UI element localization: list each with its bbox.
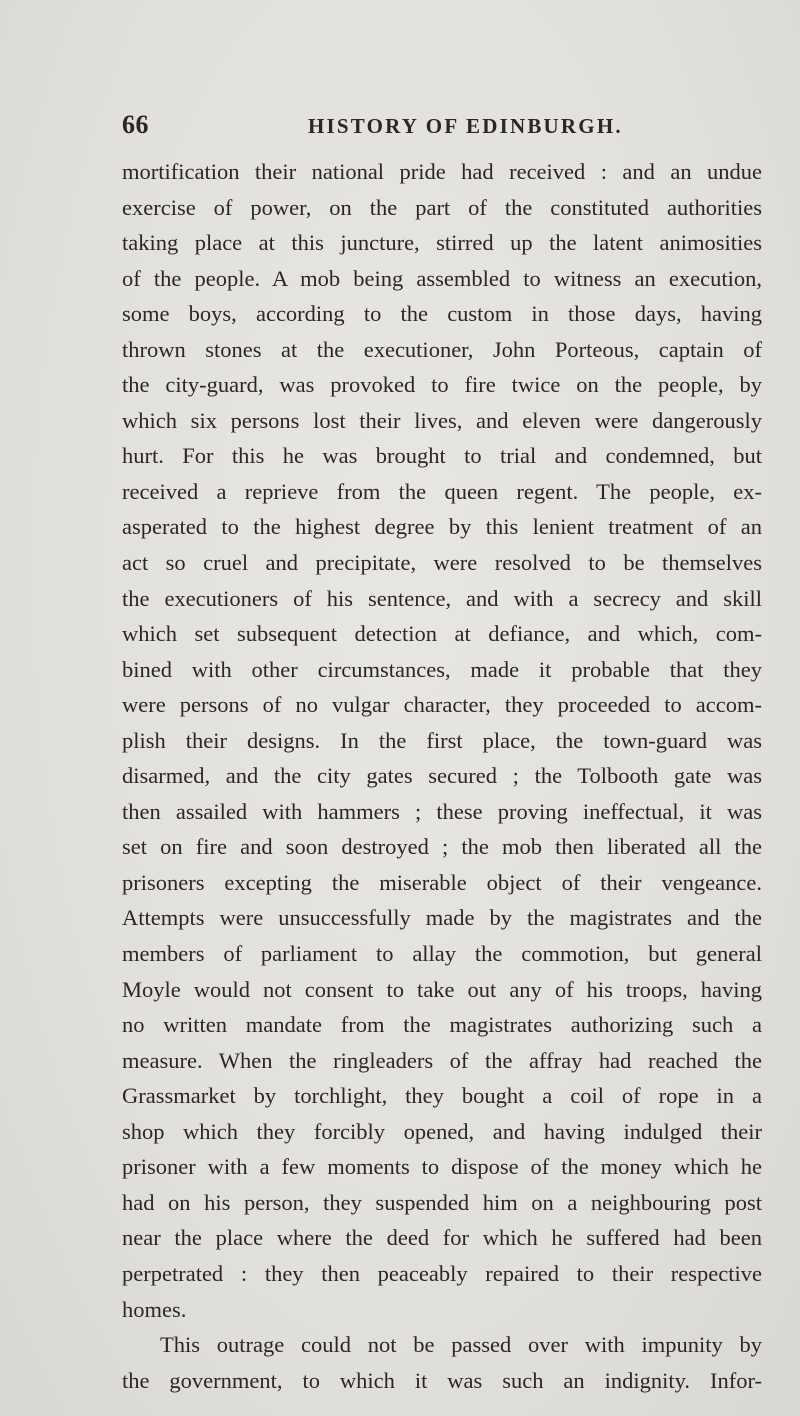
paragraph-end-line: homes. <box>122 1296 187 1322</box>
text-line: near the place where the deed for which he suffered had been <box>122 1225 762 1251</box>
text-line: then assailed with hammers ; these proving ineffectual, it was <box>122 798 762 824</box>
text-line: taking place at this juncture, stirred up the latent animosities <box>122 230 762 256</box>
paragraph-start-line: This outrage could not be passed over with impunity by <box>160 1332 762 1358</box>
text-line: members of parliament to allay the commotion, but general <box>122 941 762 967</box>
text-line: prisoners excepting the miserable object of their vengeance. <box>122 869 762 895</box>
text-line: disarmed, and the city gates secured ; the Tolbooth gate was <box>122 763 762 789</box>
page-number: 66 <box>122 110 149 139</box>
text-line: were persons of no vulgar character, they proceeded to accom- <box>122 692 762 718</box>
text-line: act so cruel and precipitate, were resolved to be themselves <box>122 550 762 576</box>
text-line: which set subsequent detection at defiance, and which, com- <box>122 621 762 647</box>
text-line: bined with other circumstances, made it probable that they <box>122 656 762 682</box>
text-line: Moyle would not consent to take out any of his troops, having <box>122 976 762 1002</box>
text-line: mortification their national pride had received : and an undue <box>122 159 762 184</box>
text-line: of the people. A mob being assembled to witness an execution, <box>122 265 762 291</box>
text-line: the government, to which it was such an indignity. Infor- <box>122 1367 762 1393</box>
text-line: Grassmarket by torchlight, they bought a coil of rope in a <box>122 1083 762 1109</box>
text-line: exercise of power, on the part of the constituted authorities <box>122 194 762 220</box>
text-line: asperated to the highest degree by this lenient treatment of an <box>122 514 762 540</box>
text-line: had on his person, they suspended him on a neighbouring post <box>122 1189 762 1215</box>
text-line: measure. When the ringleaders of the affray had reached the <box>122 1047 762 1073</box>
text-line: thrown stones at the executioner, John Porteous, captain of <box>122 336 762 362</box>
running-head: HISTORY OF EDINBURGH. <box>308 114 623 138</box>
body-text <box>122 154 762 1398</box>
text-line: the executioners of his sentence, and with a secrecy and skill <box>122 585 762 611</box>
text-line: no written mandate from the magistrates authorizing such a <box>122 1012 762 1038</box>
text-line: prisoner with a few moments to dispose of the money which he <box>122 1154 762 1180</box>
text-line: plish their designs. In the first place, the town-guard was <box>122 727 762 753</box>
text-line: some boys, according to the custom in those days, having <box>122 301 762 327</box>
text-line: set on fire and soon destroyed ; the mob then liberated all the <box>122 834 762 860</box>
text-line: the city-guard, was provoked to fire twice on the people, by <box>122 372 762 398</box>
text-line: received a reprieve from the queen regent. The people, ex- <box>122 478 762 504</box>
text-line: hurt. For this he was brought to trial and condemned, but <box>122 443 762 469</box>
page-header <box>122 110 762 146</box>
text-line: shop which they forcibly opened, and having indulged their <box>122 1118 762 1144</box>
text-line: Attempts were unsuccessfully made by the magistrates and the <box>122 905 762 931</box>
text-line: perpetrated : they then peaceably repaired to their respective <box>122 1260 762 1286</box>
text-line: which six persons lost their lives, and eleven were dangerously <box>122 407 762 433</box>
